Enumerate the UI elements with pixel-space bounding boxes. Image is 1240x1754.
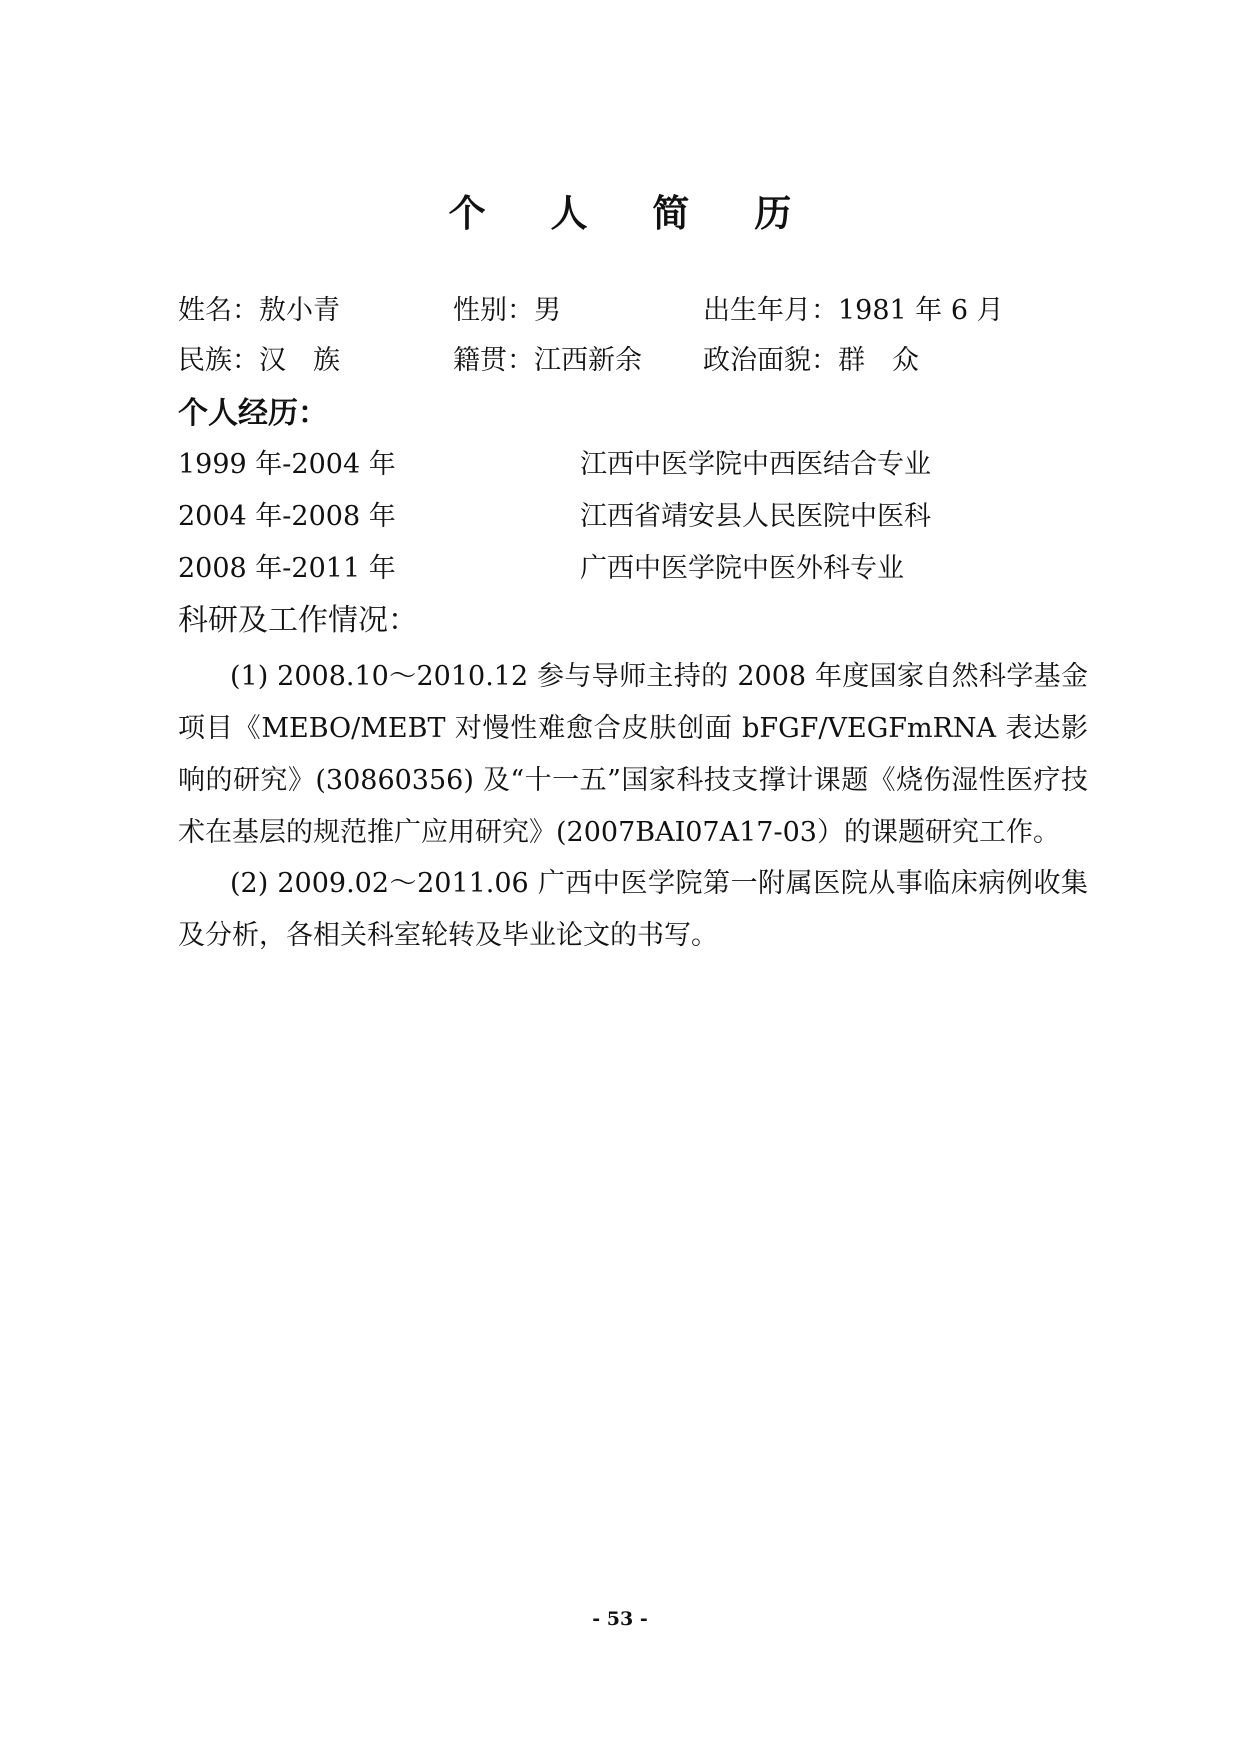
experience-period: 1999 年-2004 年 — [178, 449, 396, 480]
experience-place: 广西中医学院中医外科专业 — [580, 553, 904, 584]
political-status-field: 政治面貌：群 众 — [703, 345, 919, 376]
experience-item — [178, 549, 1078, 589]
experience-place: 江西中医学院中西医结合专业 — [580, 449, 931, 480]
profile-row-2 — [178, 341, 1078, 381]
research-paragraph-2: (2) 2009.02～2011.06 广西中医学院第一附属医院从事临床病例收集及分析，各相关科室轮转及毕业论文的书写。 — [178, 868, 1088, 951]
gender-field: 性别：男 — [453, 295, 561, 326]
page-number: - 53 - — [592, 1608, 648, 1630]
profile-row-1 — [178, 291, 1078, 331]
native-place-field: 籍贯：江西新余 — [453, 345, 642, 376]
experience-place: 江西省靖安县人民医院中医科 — [580, 501, 931, 532]
ethnicity-field: 民族：汉 族 — [178, 345, 340, 376]
experience-item — [178, 445, 1078, 485]
page-title: 个 人 简 历 — [448, 192, 818, 235]
research-paragraph-1: (1) 2008.10～2010.12 参与导师主持的 2008 年度国家自然科学基金项目《MEBO/MEBT 对慢性难愈合皮肤创面 bFGF/VEGFmRNA 表达影响的研究》(30860356) 及“十一五”国家科技支撑计课题《烧伤湿性医疗技术在基层的规范推广应用研究》(2007BAI07A17-03）的课题研究工作。 — [178, 661, 1088, 848]
experience-item — [178, 497, 1078, 537]
research-heading: 科研及工作情况： — [178, 603, 418, 638]
experience-period: 2008 年-2011 年 — [178, 553, 396, 584]
name-field: 姓名：敖小青 — [178, 295, 340, 326]
experience-heading: 个人经历： — [178, 396, 328, 431]
birth-date-field: 出生年月：1981 年 6 月 — [703, 295, 1004, 326]
experience-period: 2004 年-2008 年 — [178, 501, 396, 532]
